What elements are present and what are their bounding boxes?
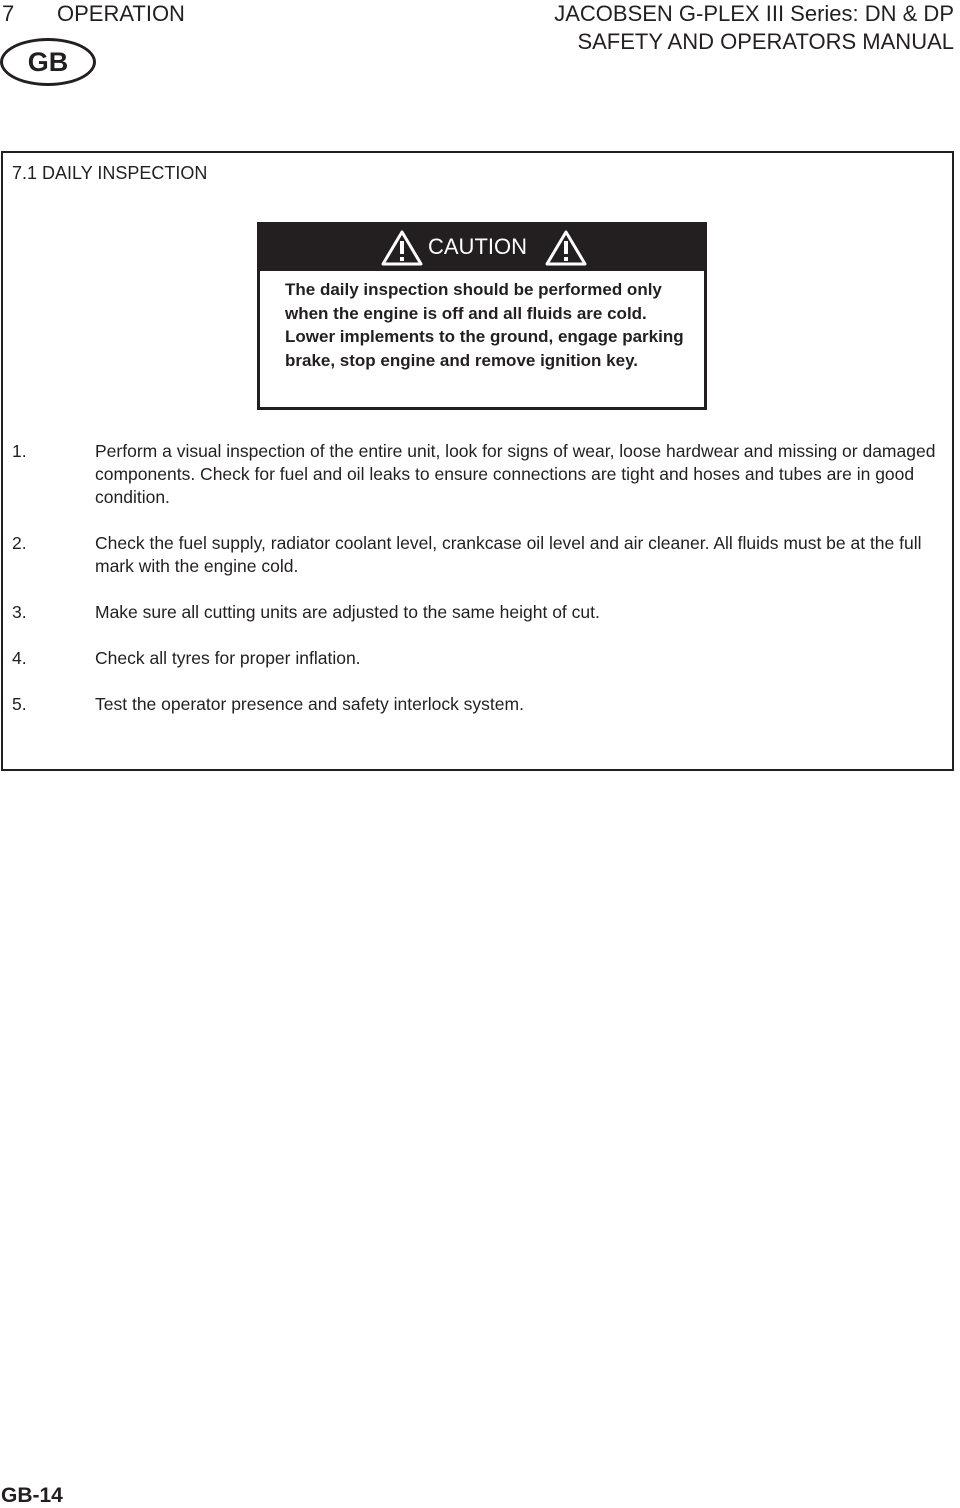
step-1-text: Perform a visual inspection of the entire unit, look for signs of wear, loose hardwear and missing or damaged components. Check for fuel and oil leaks to ensure connections are tight and hoses and tubes are in good condition.: [95, 441, 936, 507]
step-2-text: Check the fuel supply, radiator coolant level, crankcase oil level and air cleaner. All fluids must be at the full mark with the engine cold.: [95, 533, 922, 576]
warning-triangle-icon: [381, 230, 423, 266]
caution-label: CAUTION: [428, 234, 527, 259]
manual-title-line2: SAFETY AND OPERATORS MANUAL: [577, 29, 954, 54]
manual-title-line1: JACOBSEN G-PLEX III Series: DN & DP: [554, 1, 954, 26]
step-4-text: Check all tyres for proper inflation.: [95, 648, 361, 668]
caution-header: [260, 225, 704, 271]
step-5-number: 5.: [12, 694, 27, 714]
warning-triangle-icon: [545, 230, 587, 266]
step-2-number: 2.: [12, 533, 27, 553]
step-1-number: 1.: [12, 441, 27, 461]
step-4-number: 4.: [12, 648, 27, 668]
section-heading: 7.1 DAILY INSPECTION: [12, 163, 208, 183]
chapter-number: 7: [2, 1, 15, 26]
manual-title: [354, 0, 954, 56]
chapter-title: OPERATION: [57, 1, 185, 26]
caution-text: The daily inspection should be performed only when the engine is off and all fluids are cold. Lower implements to the ground, engage parking brake, stop engine and remove ignition key.: [285, 280, 684, 370]
caution-box: [257, 222, 707, 410]
step-5-text: Test the operator presence and safety interlock system.: [95, 694, 524, 714]
language-badge: GB: [0, 38, 96, 86]
step-3-text: Make sure all cutting units are adjusted to the same height of cut.: [95, 602, 600, 622]
page-number: GB-14: [1, 1484, 63, 1507]
step-3-number: 3.: [12, 602, 27, 622]
